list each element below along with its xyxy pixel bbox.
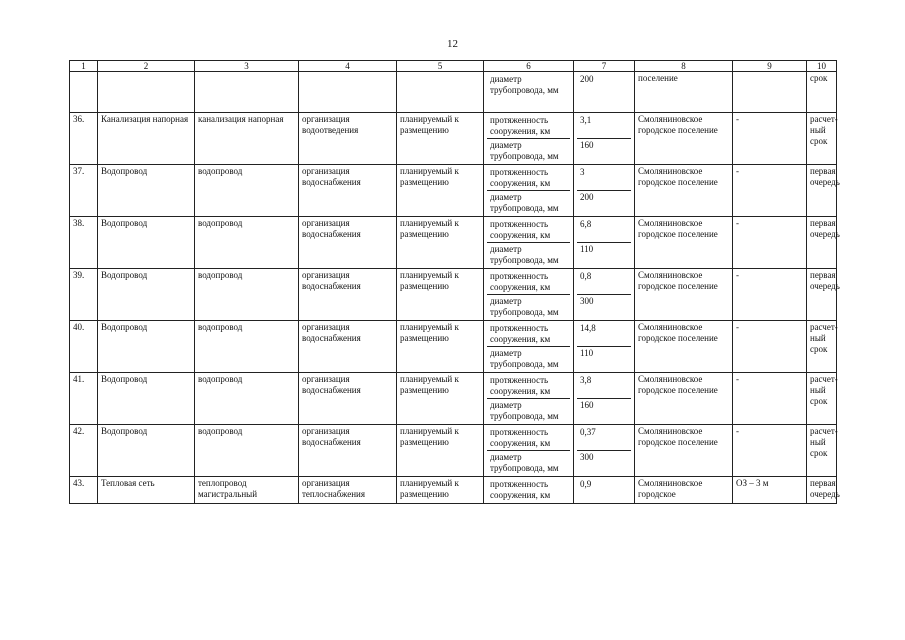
cell-name (98, 72, 195, 113)
cell-param (484, 217, 574, 269)
value-text: 160 (577, 398, 631, 412)
cell-purpose (299, 72, 397, 113)
cell-location: Смоляниновское городское поселение (635, 113, 733, 165)
cell-zone: - (733, 373, 807, 425)
cell-status: планируемый к размещению (397, 321, 484, 373)
cell-deadline: расчет-ный срок (807, 373, 837, 425)
table-row (70, 321, 837, 373)
cell-name: Водопровод (98, 425, 195, 477)
cell-zone: - (733, 269, 807, 321)
value-text: 0,37 (580, 427, 596, 437)
table-row (70, 113, 837, 165)
table-row (70, 165, 837, 217)
cell-purpose: организация водоснабжения (299, 217, 397, 269)
cell-type: водопровод (195, 165, 299, 217)
cell-num: 40. (70, 321, 98, 373)
param-text: протяженность сооружения, км (490, 115, 551, 136)
value-text: 200 (580, 74, 594, 84)
cell-param (484, 72, 574, 113)
cell-deadline: первая очередь (807, 269, 837, 321)
cell-type: водопровод (195, 217, 299, 269)
cell-deadline: расчет-ный срок (807, 425, 837, 477)
cell-location: Смоляниновское городское поселение (635, 217, 733, 269)
value-text: 3,8 (580, 375, 592, 385)
cell-num: 41. (70, 373, 98, 425)
param-text: диаметр трубопровода, мм (490, 74, 559, 95)
column-header: 1 (70, 61, 98, 72)
value-text: 200 (577, 190, 631, 204)
cell-purpose: организация теплоснабжения (299, 477, 397, 504)
cell-zone: ОЗ – 3 м (733, 477, 807, 504)
cell-value (574, 217, 635, 269)
column-header: 3 (195, 61, 299, 72)
cell-deadline: расчет-ный срок (807, 321, 837, 373)
param-text: протяженность сооружения, км (490, 479, 551, 500)
cell-location: Смоляниновское городское (635, 477, 733, 504)
cell-type: водопровод (195, 269, 299, 321)
cell-purpose: организация водоснабжения (299, 373, 397, 425)
cell-name: Тепловая сеть (98, 477, 195, 504)
value-text: 0,9 (580, 479, 592, 489)
cell-deadline: первая очередь (807, 217, 837, 269)
column-header: 6 (484, 61, 574, 72)
cell-name: Водопровод (98, 165, 195, 217)
column-header: 10 (807, 61, 837, 72)
cell-param (484, 373, 574, 425)
table-row-last (70, 477, 837, 504)
param-text: диаметр трубопровода, мм (487, 450, 570, 475)
infrastructure-table (69, 60, 840, 504)
cell-num (70, 72, 98, 113)
column-header: 5 (397, 61, 484, 72)
param-text: диаметр трубопровода, мм (487, 242, 570, 267)
table-row-continuation (70, 72, 837, 113)
cell-value (574, 113, 635, 165)
table-row (70, 269, 837, 321)
table-row (70, 373, 837, 425)
cell-location: Смоляниновское городское поселение (635, 165, 733, 217)
cell-status: планируемый к размещению (397, 113, 484, 165)
cell-purpose: организация водоснабжения (299, 269, 397, 321)
param-text: диаметр трубопровода, мм (487, 398, 570, 423)
value-text: 3 (580, 167, 585, 177)
cell-location: Смоляниновское городское поселение (635, 269, 733, 321)
cell-num: 43. (70, 477, 98, 504)
cell-zone (733, 72, 807, 113)
cell-param (484, 165, 574, 217)
cell-location: поселение (635, 72, 733, 113)
cell-name: Канализация напорная (98, 113, 195, 165)
param-text: протяженность сооружения, км (490, 219, 551, 240)
cell-num: 36. (70, 113, 98, 165)
cell-name: Водопровод (98, 217, 195, 269)
cell-type: водопровод (195, 425, 299, 477)
table-row (70, 425, 837, 477)
value-text: 3,1 (580, 115, 592, 125)
column-header: 4 (299, 61, 397, 72)
cell-value (574, 425, 635, 477)
param-text: диаметр трубопровода, мм (487, 294, 570, 319)
cell-num: 37. (70, 165, 98, 217)
cell-status: планируемый к размещению (397, 165, 484, 217)
cell-param (484, 425, 574, 477)
value-text: 110 (577, 346, 631, 360)
cell-type: канализация напорная (195, 113, 299, 165)
header-row (70, 61, 837, 72)
param-text: протяженность сооружения, км (490, 323, 551, 344)
cell-deadline: первая очередь (807, 477, 837, 504)
cell-num: 38. (70, 217, 98, 269)
cell-name: Водопровод (98, 321, 195, 373)
cell-param (484, 113, 574, 165)
cell-type: водопровод (195, 373, 299, 425)
cell-purpose: организация водоотведения (299, 113, 397, 165)
cell-status: планируемый к размещению (397, 477, 484, 504)
param-text: протяженность сооружения, км (490, 427, 551, 448)
cell-deadline: первая очередь (807, 165, 837, 217)
value-text: 300 (577, 450, 631, 464)
cell-purpose: организация водоснабжения (299, 165, 397, 217)
cell-type: водопровод (195, 321, 299, 373)
cell-location: Смоляниновское городское поселение (635, 425, 733, 477)
cell-status: планируемый к размещению (397, 269, 484, 321)
cell-num: 39. (70, 269, 98, 321)
cell-zone: - (733, 113, 807, 165)
param-text: протяженность сооружения, км (490, 375, 551, 396)
value-text: 110 (577, 242, 631, 256)
cell-param (484, 269, 574, 321)
cell-value (574, 321, 635, 373)
cell-value (574, 269, 635, 321)
column-header: 8 (635, 61, 733, 72)
cell-purpose: организация водоснабжения (299, 321, 397, 373)
value-text: 14,8 (580, 323, 596, 333)
cell-param (484, 321, 574, 373)
cell-location: Смоляниновское городское поселение (635, 321, 733, 373)
cell-value (574, 373, 635, 425)
cell-param (484, 477, 574, 504)
cell-name: Водопровод (98, 269, 195, 321)
cell-status: планируемый к размещению (397, 425, 484, 477)
value-text: 6,8 (580, 219, 592, 229)
cell-deadline: расчет-ный срок (807, 113, 837, 165)
cell-value (574, 165, 635, 217)
param-text: диаметр трубопровода, мм (487, 138, 570, 163)
column-header: 9 (733, 61, 807, 72)
value-text: 0,8 (580, 271, 592, 281)
cell-location: Смоляниновское городское поселение (635, 373, 733, 425)
cell-num: 42. (70, 425, 98, 477)
cell-type: теплопровод магистральный (195, 477, 299, 504)
cell-status: планируемый к размещению (397, 217, 484, 269)
cell-status (397, 72, 484, 113)
cell-deadline: срок (807, 72, 837, 113)
value-text: 300 (577, 294, 631, 308)
param-text: протяженность сооружения, км (490, 271, 551, 292)
table-body (70, 61, 840, 504)
cell-zone: - (733, 217, 807, 269)
cell-name: Водопровод (98, 373, 195, 425)
cell-status: планируемый к размещению (397, 373, 484, 425)
param-text: диаметр трубопровода, мм (487, 190, 570, 215)
cell-value (574, 477, 635, 504)
cell-purpose: организация водоснабжения (299, 425, 397, 477)
table-row (70, 217, 837, 269)
param-text: диаметр трубопровода, мм (487, 346, 570, 371)
cell-zone: - (733, 425, 807, 477)
page-number: 12 (447, 38, 458, 50)
cell-value (574, 72, 635, 113)
cell-type (195, 72, 299, 113)
value-text: 160 (577, 138, 631, 152)
cell-zone: - (733, 321, 807, 373)
cell-zone: - (733, 165, 807, 217)
column-header: 2 (98, 61, 195, 72)
param-text: протяженность сооружения, км (490, 167, 551, 188)
column-header: 7 (574, 61, 635, 72)
